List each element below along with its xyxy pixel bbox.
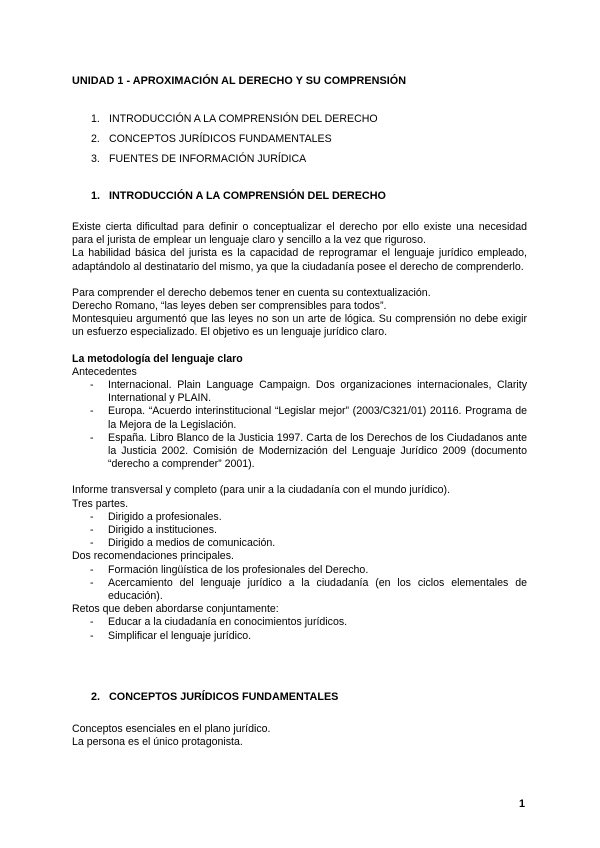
list-item: - Europa. “Acuerdo interinstitucional “Legislar mejor” (2003/C321/01) 20116. Programa de la Mejora de la Legislación. (90, 405, 527, 431)
section-heading-1: 1. INTRODUCCIÓN A LA COMPRENSIÓN DEL DERECHO (91, 190, 386, 202)
paragraph: La persona es el único protagonista. (72, 736, 243, 749)
toc-item: 1. INTRODUCCIÓN A LA COMPRENSIÓN DEL DERECHO (91, 113, 378, 125)
tres-partes-list (72, 511, 527, 551)
list-label: Antecedentes (72, 365, 137, 378)
list-label: Dos recomendaciones principales. (72, 550, 234, 563)
paragraph: Montesquieu argumentó que las leyes no son un arte de lógica. Su comprensión no debe exigir un esfuerzo especializado. El objetivo es un lenguaje jurídico claro. (72, 313, 527, 339)
list-item: - Dirigido a profesionales. (90, 510, 222, 523)
retos-list (72, 616, 527, 642)
list-label: Tres partes. (72, 497, 129, 510)
subheading: La metodología del lenguaje claro (72, 352, 243, 365)
paragraph: Derecho Romano, “las leyes deben ser comprensibles para todos”. (72, 300, 387, 313)
list-item: - España. Libro Blanco de la Justicia 1997. Carta de los Derechos de los Ciudadanos ante la Justicia 2002. Comisión de Modernización del Lenguaje Jurídico 2009 (documento “derecho a comprender” 2001). (90, 431, 527, 471)
paragraph: Existe cierta dificultad para definir o conceptualizar el derecho por ello existe una necesidad (72, 221, 527, 233)
paragraph: Conceptos esenciales en el plano jurídico. (72, 723, 271, 735)
page-number: 1 (519, 798, 526, 810)
list-item: - Acercamiento del lenguaje jurídico a la ciudadanía (en los ciclos elementales de educación). (90, 576, 527, 603)
list-item: - Formación lingüística de los profesionales del Derecho. (90, 563, 369, 576)
toc-item: 3. FUENTES DE INFORMACIÓN JURÍDICA (91, 153, 307, 165)
paragraph: para el jurista de emplear un lenguaje claro y sencillo a la vez que riguroso. (72, 234, 426, 247)
list-item: - Educar a la ciudadanía en conocimientos jurídicos. (90, 616, 348, 629)
list-item: - Internacional. Plain Language Campaign. Dos organizaciones internacionales, Clarity International y PLAIN. (90, 379, 527, 405)
list-label: Retos que deben abordarse conjuntamente: (72, 603, 279, 616)
section-2-body (72, 723, 527, 749)
section-heading-2: 2. CONCEPTOS JURÍDICOS FUNDAMENTALES (91, 691, 339, 703)
paragraph: Informe transversal y completo (para unir a la ciudadanía con el mundo jurídico). (72, 484, 451, 497)
list-item: - Dirigido a instituciones. (90, 524, 217, 537)
section-1-body (72, 221, 527, 643)
paragraph: La habilidad básica del jurista es la capacidad de reprogramar el lenguaje jurídico empleado, adaptándolo al destinatario del mismo, ya que la ciudadanía posee el derecho de comprenderlo. (72, 247, 527, 273)
toc-item: 2. CONCEPTOS JURÍDICOS FUNDAMENTALES (91, 133, 332, 145)
list-item: - Dirigido a medios de comunicación. (90, 537, 276, 550)
paragraph: Para comprender el derecho debemos tener en cuenta su contextualización. (72, 286, 431, 299)
list-item: - Simplificar el lenguaje jurídico. (90, 629, 252, 642)
page-title: UNIDAD 1 - APROXIMACIÓN AL DERECHO Y SU COMPRENSIÓN (72, 75, 407, 87)
recomendaciones-list (72, 564, 527, 604)
antecedentes-list (72, 379, 527, 471)
